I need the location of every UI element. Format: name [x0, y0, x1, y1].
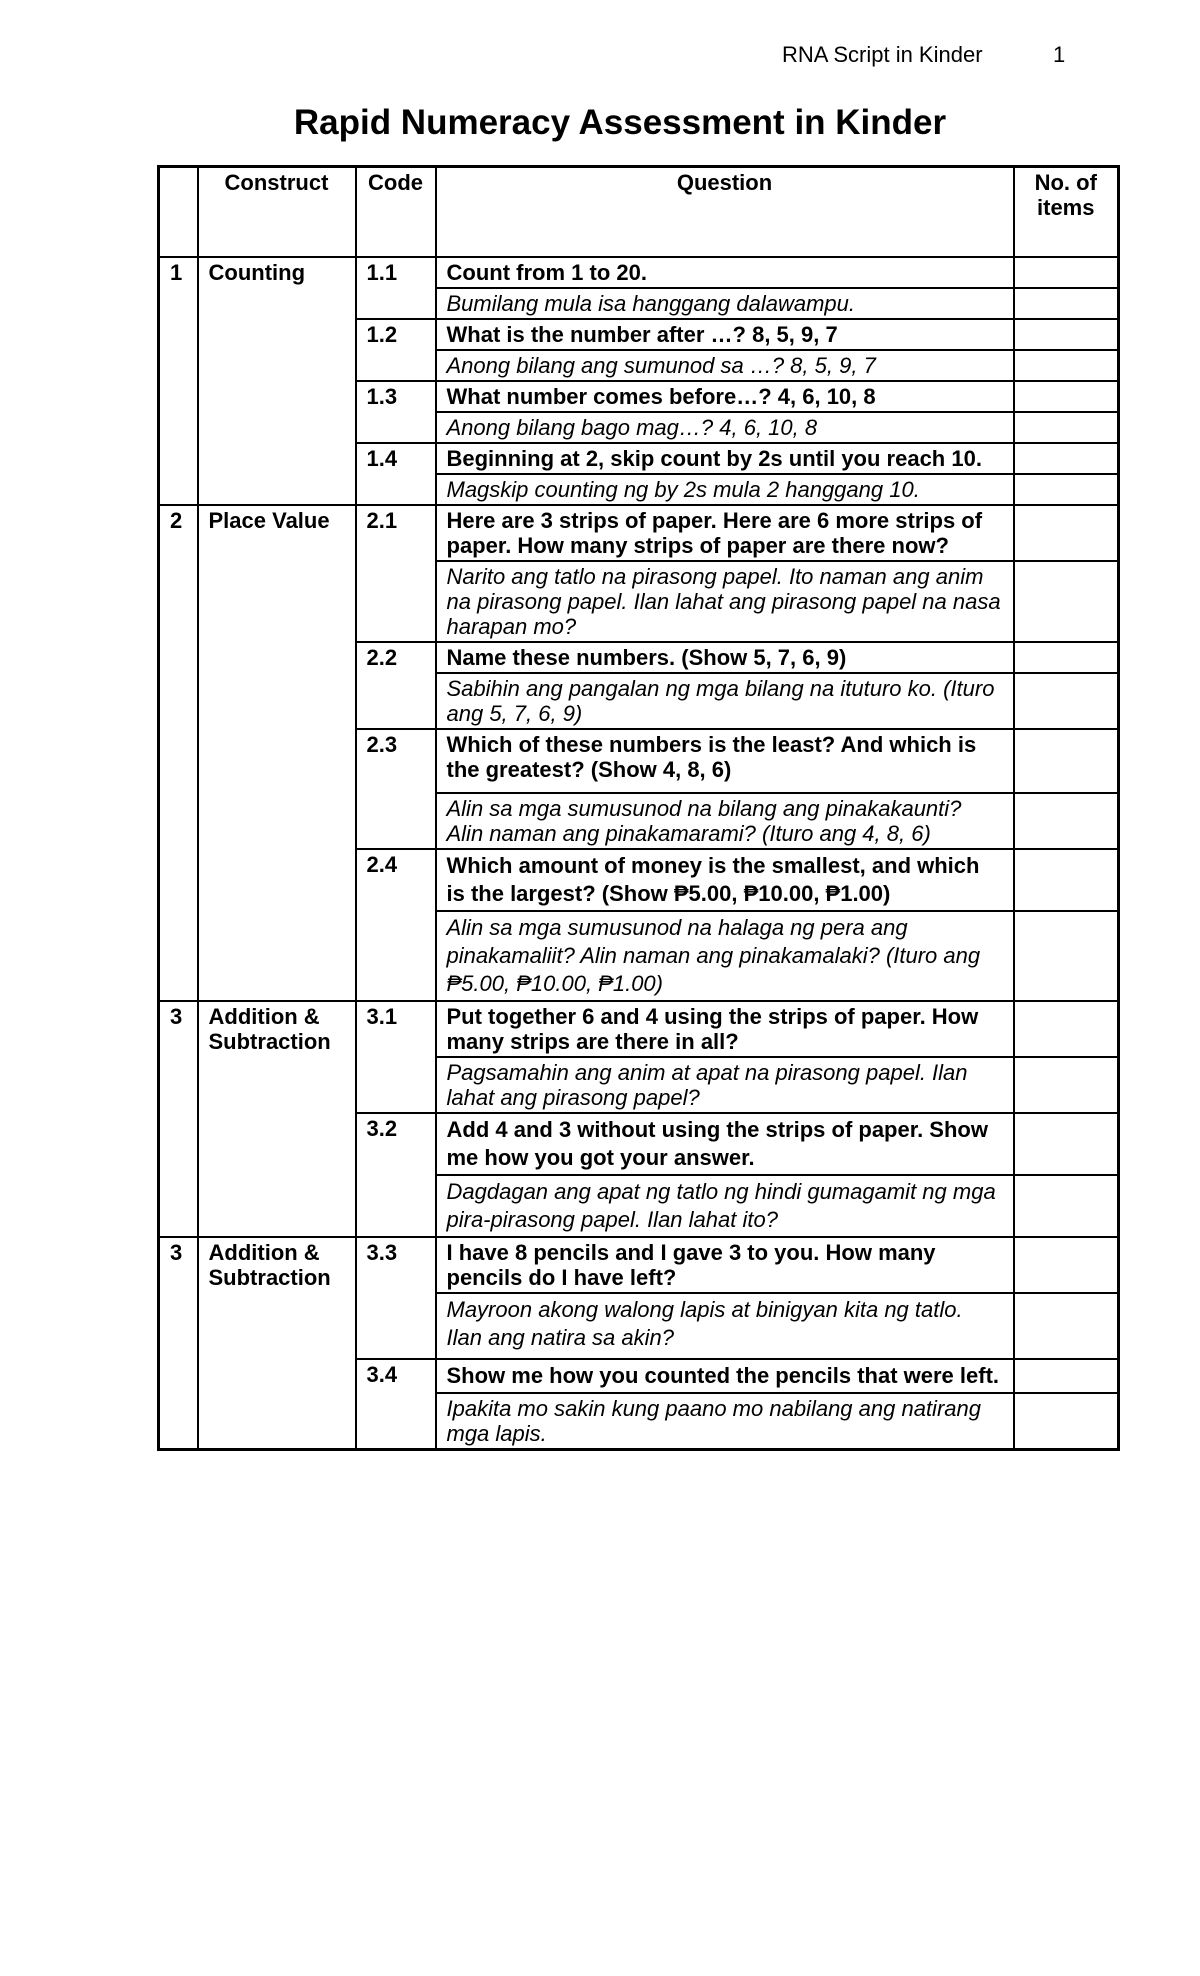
items-cell[interactable] [1014, 319, 1119, 350]
table-row [159, 505, 1119, 561]
col-header-question: Question [436, 167, 1014, 258]
table-header-row [159, 167, 1119, 258]
items-cell[interactable] [1014, 642, 1119, 673]
col-header-num [159, 167, 198, 258]
items-cell[interactable] [1014, 257, 1119, 288]
question-english: Which of these numbers is the least? And which is the greatest? (Show 4, 8, 6) [436, 729, 1014, 793]
question-english: Show me how you counted the pencils that were left. [436, 1359, 1014, 1393]
question-filipino: Alin sa mga sumusunod na bilang ang pinakakaunti? Alin naman ang pinakamarami? (Ituro ang 4, 8, 6) [436, 793, 1014, 849]
question-filipino: Anong bilang bago mag…? 4, 6, 10, 8 [436, 412, 1014, 443]
items-cell[interactable] [1014, 1293, 1119, 1359]
item-code: 1.2 [356, 319, 436, 381]
construct-label: Place Value [198, 505, 356, 1001]
items-cell[interactable] [1014, 1057, 1119, 1113]
table-row [159, 1237, 1119, 1293]
item-code: 1.1 [356, 257, 436, 319]
table-row [159, 257, 1119, 288]
question-filipino: Ipakita mo sakin kung paano mo nabilang ang natirang mga lapis. [436, 1393, 1014, 1450]
question-filipino: Magskip counting ng by 2s mula 2 hanggang 10. [436, 474, 1014, 505]
assessment-table [157, 165, 1120, 1451]
item-code: 3.3 [356, 1237, 436, 1359]
construct-label: Addition & Subtraction [198, 1237, 356, 1450]
section-number: 2 [159, 505, 198, 1001]
item-code: 2.3 [356, 729, 436, 849]
question-filipino: Mayroon akong walong lapis at binigyan kita ng tatlo. Ilan ang natira sa akin? [436, 1293, 1014, 1359]
question-filipino: Sabihin ang pangalan ng mga bilang na ituturo ko. (Ituro ang 5, 7, 6, 9) [436, 673, 1014, 729]
question-english: Which amount of money is the smallest, and which is the largest? (Show ₱5.00, ₱10.00, ₱1.00) [436, 849, 1014, 911]
items-cell[interactable] [1014, 729, 1119, 793]
header-title: RNA Script in Kinder [782, 42, 983, 67]
question-filipino: Narito ang tatlo na pirasong papel. Ito naman ang anim na pirasong papel. Ilan lahat ang pirasong papel na nasa harapan mo? [436, 561, 1014, 642]
item-code: 1.3 [356, 381, 436, 443]
question-filipino: Pagsamahin ang anim at apat na pirasong papel. Ilan lahat ang pirasong papel? [436, 1057, 1014, 1113]
items-cell[interactable] [1014, 911, 1119, 1001]
item-code: 1.4 [356, 443, 436, 505]
items-cell[interactable] [1014, 1113, 1119, 1175]
document-title: Rapid Numeracy Assessment in Kinder [293, 103, 947, 142]
question-english: Here are 3 strips of paper. Here are 6 more strips of paper. How many strips of paper are there now? [436, 505, 1014, 561]
items-cell[interactable] [1014, 505, 1119, 561]
item-code: 3.4 [356, 1359, 436, 1450]
item-code: 2.1 [356, 505, 436, 642]
item-code: 2.4 [356, 849, 436, 1001]
items-cell[interactable] [1014, 849, 1119, 911]
question-english: Add 4 and 3 without using the strips of paper. Show me how you got your answer. [436, 1113, 1014, 1175]
items-cell[interactable] [1014, 1175, 1119, 1237]
items-cell[interactable] [1014, 673, 1119, 729]
question-filipino: Dagdagan ang apat ng tatlo ng hindi gumagamit ng mga pira-pirasong papel. Ilan lahat ito? [436, 1175, 1014, 1237]
section-number: 1 [159, 257, 198, 505]
page-number: 1 [1053, 42, 1066, 67]
items-cell[interactable] [1014, 443, 1119, 474]
item-code: 2.2 [356, 642, 436, 729]
item-code: 3.1 [356, 1001, 436, 1113]
question-filipino: Bumilang mula isa hanggang dalawampu. [436, 288, 1014, 319]
items-cell[interactable] [1014, 561, 1119, 642]
col-header-items: No. of items [1014, 167, 1119, 258]
section-number: 3 [159, 1001, 198, 1237]
col-header-construct: Construct [198, 167, 356, 258]
question-english: What number comes before…? 4, 6, 10, 8 [436, 381, 1014, 412]
items-cell[interactable] [1014, 1001, 1119, 1057]
question-filipino: Anong bilang ang sumunod sa …? 8, 5, 9, 7 [436, 350, 1014, 381]
question-english: What is the number after …? 8, 5, 9, 7 [436, 319, 1014, 350]
question-english: I have 8 pencils and I gave 3 to you. How many pencils do I have left? [436, 1237, 1014, 1293]
question-english: Put together 6 and 4 using the strips of paper. How many strips are there in all? [436, 1001, 1014, 1057]
question-english: Beginning at 2, skip count by 2s until you reach 10. [436, 443, 1014, 474]
question-english: Count from 1 to 20. [436, 257, 1014, 288]
items-cell[interactable] [1014, 381, 1119, 412]
items-cell[interactable] [1014, 1359, 1119, 1393]
construct-label: Counting [198, 257, 356, 505]
items-cell[interactable] [1014, 793, 1119, 849]
items-cell[interactable] [1014, 288, 1119, 319]
section-number: 3 [159, 1237, 198, 1450]
question-filipino: Alin sa mga sumusunod na halaga ng pera ang pinakamaliit? Alin naman ang pinakamalaki? (Ituro ang ₱5.00, ₱10.00, ₱1.00) [436, 911, 1014, 1001]
items-cell[interactable] [1014, 1237, 1119, 1293]
running-header [0, 42, 1200, 70]
question-english: Name these numbers. (Show 5, 7, 6, 9) [436, 642, 1014, 673]
items-cell[interactable] [1014, 350, 1119, 381]
col-header-code: Code [356, 167, 436, 258]
table-row [159, 1001, 1119, 1057]
items-cell[interactable] [1014, 474, 1119, 505]
item-code: 3.2 [356, 1113, 436, 1237]
items-cell[interactable] [1014, 1393, 1119, 1450]
construct-label: Addition & Subtraction [198, 1001, 356, 1237]
items-cell[interactable] [1014, 412, 1119, 443]
